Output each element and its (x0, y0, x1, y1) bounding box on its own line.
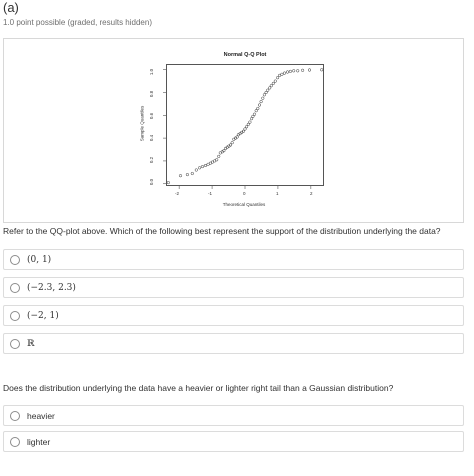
y-tick-label: 0.8 (149, 90, 155, 98)
qq-point (249, 121, 252, 124)
option-lighter[interactable] (3, 431, 464, 452)
radio-button[interactable] (10, 339, 20, 349)
x-tick-label: -2 (175, 191, 180, 196)
qq-point (320, 69, 323, 72)
x-tick-label: 2 (310, 191, 313, 196)
option-0-1[interactable] (3, 249, 464, 270)
qq-point (274, 80, 277, 83)
qq-point (283, 72, 286, 75)
qq-point (253, 113, 256, 116)
qq-point (296, 70, 299, 73)
qq-point (245, 125, 248, 128)
qq-point (258, 104, 261, 107)
qq-point (281, 73, 284, 76)
qq-point (231, 141, 234, 144)
qq-point (201, 165, 204, 168)
qq-point (198, 167, 201, 170)
qq-point (301, 69, 304, 72)
qq-point (270, 84, 273, 87)
option-neg2-1[interactable] (3, 305, 464, 326)
radio-button[interactable] (10, 411, 20, 421)
qq-point (292, 70, 295, 73)
x-axis-label: Theoretical Quantiles (222, 202, 266, 207)
radio-button[interactable] (10, 311, 20, 321)
x-tick-label: 0 (243, 191, 246, 196)
radio-button[interactable] (10, 283, 20, 293)
qq-plot-figure (3, 38, 464, 223)
qq-point (276, 76, 279, 79)
qq-point (265, 91, 268, 94)
y-axis-label: Sample Quantiles (139, 105, 145, 142)
x-tick-label: -1 (208, 191, 213, 196)
y-tick-label: 0.4 (149, 134, 155, 142)
qq-point (257, 107, 260, 110)
qq-point (247, 123, 250, 126)
qq-point (186, 173, 189, 176)
radio-button[interactable] (10, 437, 20, 447)
qq-point (272, 82, 275, 85)
y-tick-label: 1.0 (149, 68, 155, 76)
option-real-line[interactable] (3, 333, 464, 354)
option-neg2-3-2-3[interactable] (3, 277, 464, 298)
qq-point (195, 169, 198, 172)
qq-point (263, 94, 266, 97)
option-label: ℝ (27, 338, 35, 349)
option-label: heavier (27, 410, 55, 421)
problem-part-label: (a) (3, 0, 19, 15)
question-1-text: Refer to the QQ-plot above. Which of the following best represent the support of the distribution underlying the data? (3, 226, 441, 236)
qq-point (204, 164, 207, 167)
y-tick-label: 0.6 (149, 112, 155, 120)
qq-point (289, 70, 292, 73)
qq-point (244, 128, 247, 131)
option-label: (0, 1) (27, 254, 52, 265)
qq-point (262, 97, 265, 100)
qq-point (266, 89, 269, 92)
option-label: (−2, 1) (27, 310, 59, 321)
qq-points-layer (4, 39, 465, 224)
qq-point (286, 71, 289, 74)
option-label: (−2.3, 2.3) (27, 282, 76, 293)
question-2-text: Does the distribution underlying the data have a heavier or lighter right tail than a Gaussian distribution? (3, 383, 394, 393)
y-tick-label: 0.0 (149, 178, 155, 186)
qq-point (191, 172, 194, 175)
radio-button[interactable] (10, 255, 20, 265)
qq-point (217, 155, 220, 158)
qq-point (179, 174, 182, 177)
qq-point (308, 69, 311, 72)
option-heavier[interactable] (3, 405, 464, 426)
y-tick-label: 0.2 (149, 156, 155, 164)
plot-title: Normal Q-Q Plot (223, 52, 267, 58)
x-tick-label: 1 (276, 191, 279, 196)
qq-point (167, 181, 170, 184)
qq-point (260, 100, 263, 103)
option-label: lighter (27, 436, 51, 447)
points-info: 1.0 point possible (graded, results hidden) (3, 18, 152, 27)
